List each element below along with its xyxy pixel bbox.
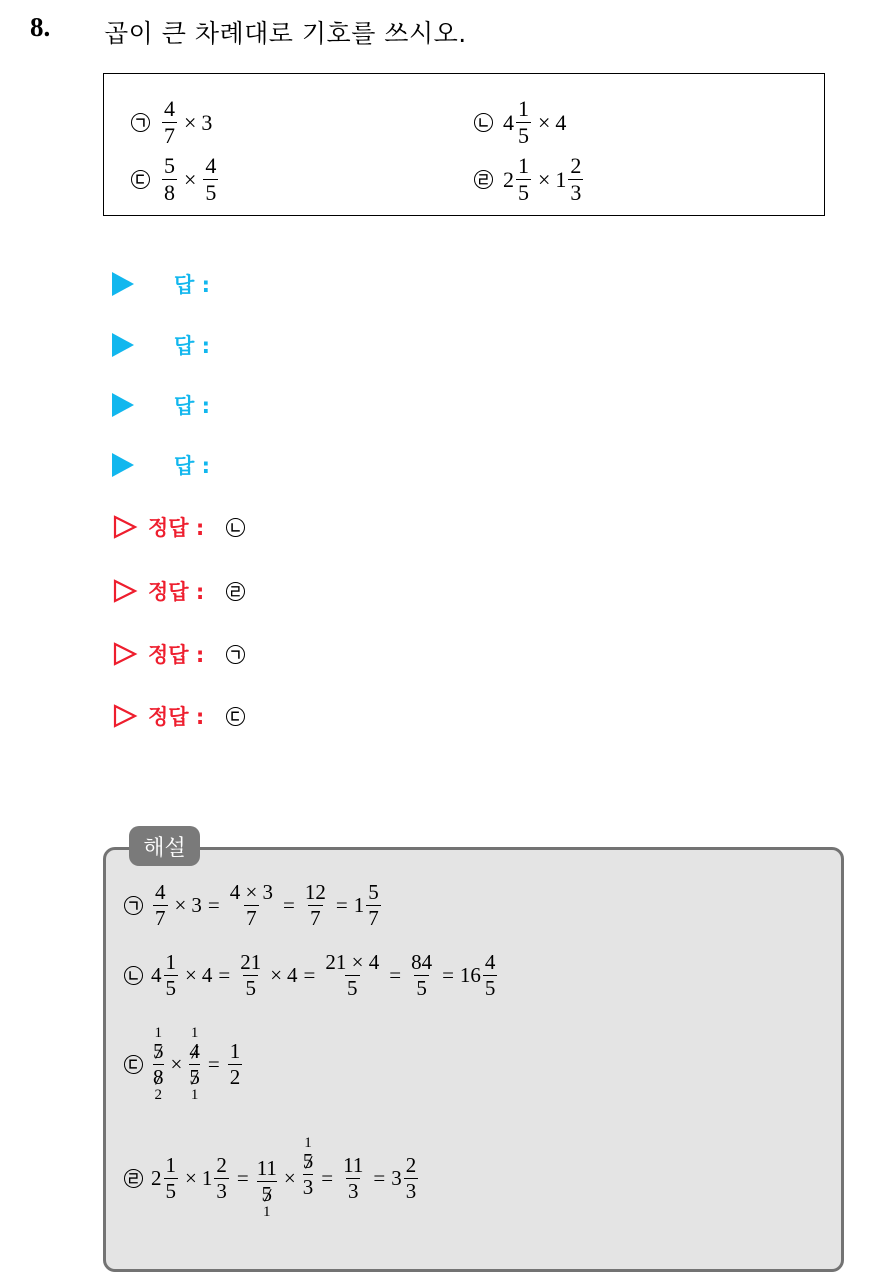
times-sign: × — [538, 166, 551, 192]
cancelled-fraction: 1 5 3 — [302, 1135, 314, 1199]
integer: 4 — [555, 109, 567, 135]
answer-label: 답 : — [174, 273, 210, 297]
triangle-marker-icon — [112, 393, 134, 417]
equals-sign: = — [321, 1165, 334, 1190]
equals-sign: = — [207, 893, 220, 917]
digeut-circled-icon — [124, 1055, 143, 1074]
explanation-line-giyeok — [124, 882, 383, 929]
fraction: $\frac{4}{7}$ — [164, 96, 175, 148]
rieul-circled-icon — [124, 1169, 143, 1188]
whole-number: 1 — [353, 893, 365, 917]
integer: 3 — [191, 893, 202, 917]
equals-sign: = — [218, 963, 231, 987]
answer-row-1[interactable] — [112, 269, 210, 299]
outline-triangle-icon — [112, 578, 138, 604]
fraction: $\frac{4 \times 3}{7}$ — [229, 880, 274, 930]
fraction: $\frac{1}{5}$ — [165, 950, 176, 1000]
equals-sign: = — [335, 893, 348, 917]
correct-label: 정답 : — [148, 705, 205, 729]
integer: 3 — [201, 109, 213, 135]
times-sign: × — [184, 109, 197, 135]
integer: 4 — [201, 963, 213, 987]
fraction: $\frac{4}{7}$ — [155, 880, 166, 930]
whole-number: 1 — [555, 166, 567, 192]
giyeok-circled-icon — [226, 645, 245, 664]
equals-sign: = — [389, 963, 402, 987]
times-sign: × — [538, 109, 551, 135]
whole-number: 3 — [391, 1165, 402, 1190]
option-giyeok — [131, 98, 212, 147]
fraction: $\frac{4}{5}$ — [484, 950, 496, 1000]
fraction: $\frac{1}{5}$ — [518, 96, 529, 148]
cancelled-fraction: 1 4 5 1 — [189, 1025, 200, 1103]
digeut-circled-icon — [226, 707, 245, 726]
digeut-circled-icon — [131, 170, 150, 189]
fraction: $\frac{2}{3}$ — [570, 153, 582, 205]
correct-label: 정답 : — [148, 643, 205, 667]
whole-number: 2 — [151, 1165, 162, 1190]
fraction: $\frac{21 \times 4}{5}$ — [325, 950, 380, 1000]
cancelled-fraction: 11 5 1 — [256, 1156, 277, 1220]
fraction: $\frac{1}{2}$ — [229, 1039, 241, 1089]
rieul-circled-icon — [474, 170, 493, 189]
triangle-marker-icon — [112, 453, 134, 477]
triangle-marker-icon — [112, 333, 134, 357]
nieun-circled-icon — [474, 113, 493, 132]
explanation-line-digeut — [124, 1026, 244, 1103]
fraction: $\frac{4}{5}$ — [205, 153, 217, 205]
answer-row-3[interactable] — [112, 390, 210, 420]
option-rieul — [474, 155, 585, 204]
times-sign: × — [283, 1165, 296, 1190]
correct-row-2 — [112, 576, 245, 606]
times-sign: × — [270, 963, 283, 987]
integer: 4 — [287, 963, 298, 987]
fraction: $\frac{2}{3}$ — [216, 1152, 227, 1203]
times-sign: × — [184, 166, 197, 192]
fraction: $\frac{12}{7}$ — [304, 880, 326, 930]
triangle-marker-icon — [112, 272, 134, 296]
answer-row-4[interactable] — [112, 450, 210, 480]
rieul-circled-icon — [226, 582, 245, 601]
whole-number: 16 — [459, 963, 481, 987]
times-sign: × — [185, 963, 197, 987]
fraction: $\frac{5}{7}$ — [368, 880, 379, 930]
fraction: $\frac{84}{5}$ — [411, 950, 433, 1000]
explanation-line-nieun — [124, 952, 499, 999]
correct-row-1 — [112, 512, 245, 542]
question-number: 8. — [30, 12, 51, 42]
fraction: $\frac{5}{8}$ — [164, 153, 175, 205]
option-digeut — [131, 155, 220, 204]
answer-label: 답 : — [174, 454, 210, 478]
question-text: 곱이 큰 차례대로 기호를 쓰시오. — [104, 19, 467, 48]
correct-label: 정답 : — [148, 516, 205, 540]
nieun-circled-icon — [124, 966, 143, 985]
fraction: $\frac{11}{3}$ — [343, 1152, 364, 1203]
fraction: $\frac{1}{5}$ — [165, 1152, 176, 1203]
equals-sign: = — [442, 963, 454, 987]
answer-label: 답 : — [174, 394, 210, 418]
correct-row-4 — [112, 701, 245, 731]
equals-sign: = — [373, 1165, 386, 1190]
whole-number: 1 — [201, 1165, 213, 1190]
correct-label: 정답 : — [148, 580, 205, 604]
fraction: $\frac{1}{5}$ — [518, 153, 529, 205]
cancelled-fraction: 1 5 8 2 — [153, 1025, 164, 1103]
equals-sign: = — [303, 963, 316, 987]
explanation-tag: 해설 — [129, 826, 200, 866]
equals-sign: = — [283, 893, 295, 917]
equals-sign: = — [207, 1052, 220, 1076]
times-sign: × — [174, 893, 187, 917]
nieun-circled-icon — [226, 518, 245, 537]
whole-number: 4 — [503, 109, 514, 135]
whole-number: 4 — [151, 963, 162, 987]
fraction: $\frac{2}{3}$ — [405, 1152, 417, 1203]
explanation-line-rieul — [124, 1136, 420, 1220]
equals-sign: = — [236, 1165, 249, 1190]
correct-row-3 — [112, 639, 245, 669]
whole-number: 2 — [503, 166, 514, 192]
option-nieun — [474, 98, 566, 147]
outline-triangle-icon — [112, 514, 138, 540]
answer-label: 답 : — [174, 334, 210, 358]
answer-row-2[interactable] — [112, 330, 210, 360]
times-sign: × — [185, 1165, 197, 1190]
giyeok-circled-icon — [131, 113, 150, 132]
outline-triangle-icon — [112, 641, 138, 667]
giyeok-circled-icon — [124, 896, 143, 915]
outline-triangle-icon — [112, 703, 138, 729]
times-sign: × — [170, 1052, 183, 1076]
fraction: $\frac{21}{5}$ — [240, 950, 262, 1000]
